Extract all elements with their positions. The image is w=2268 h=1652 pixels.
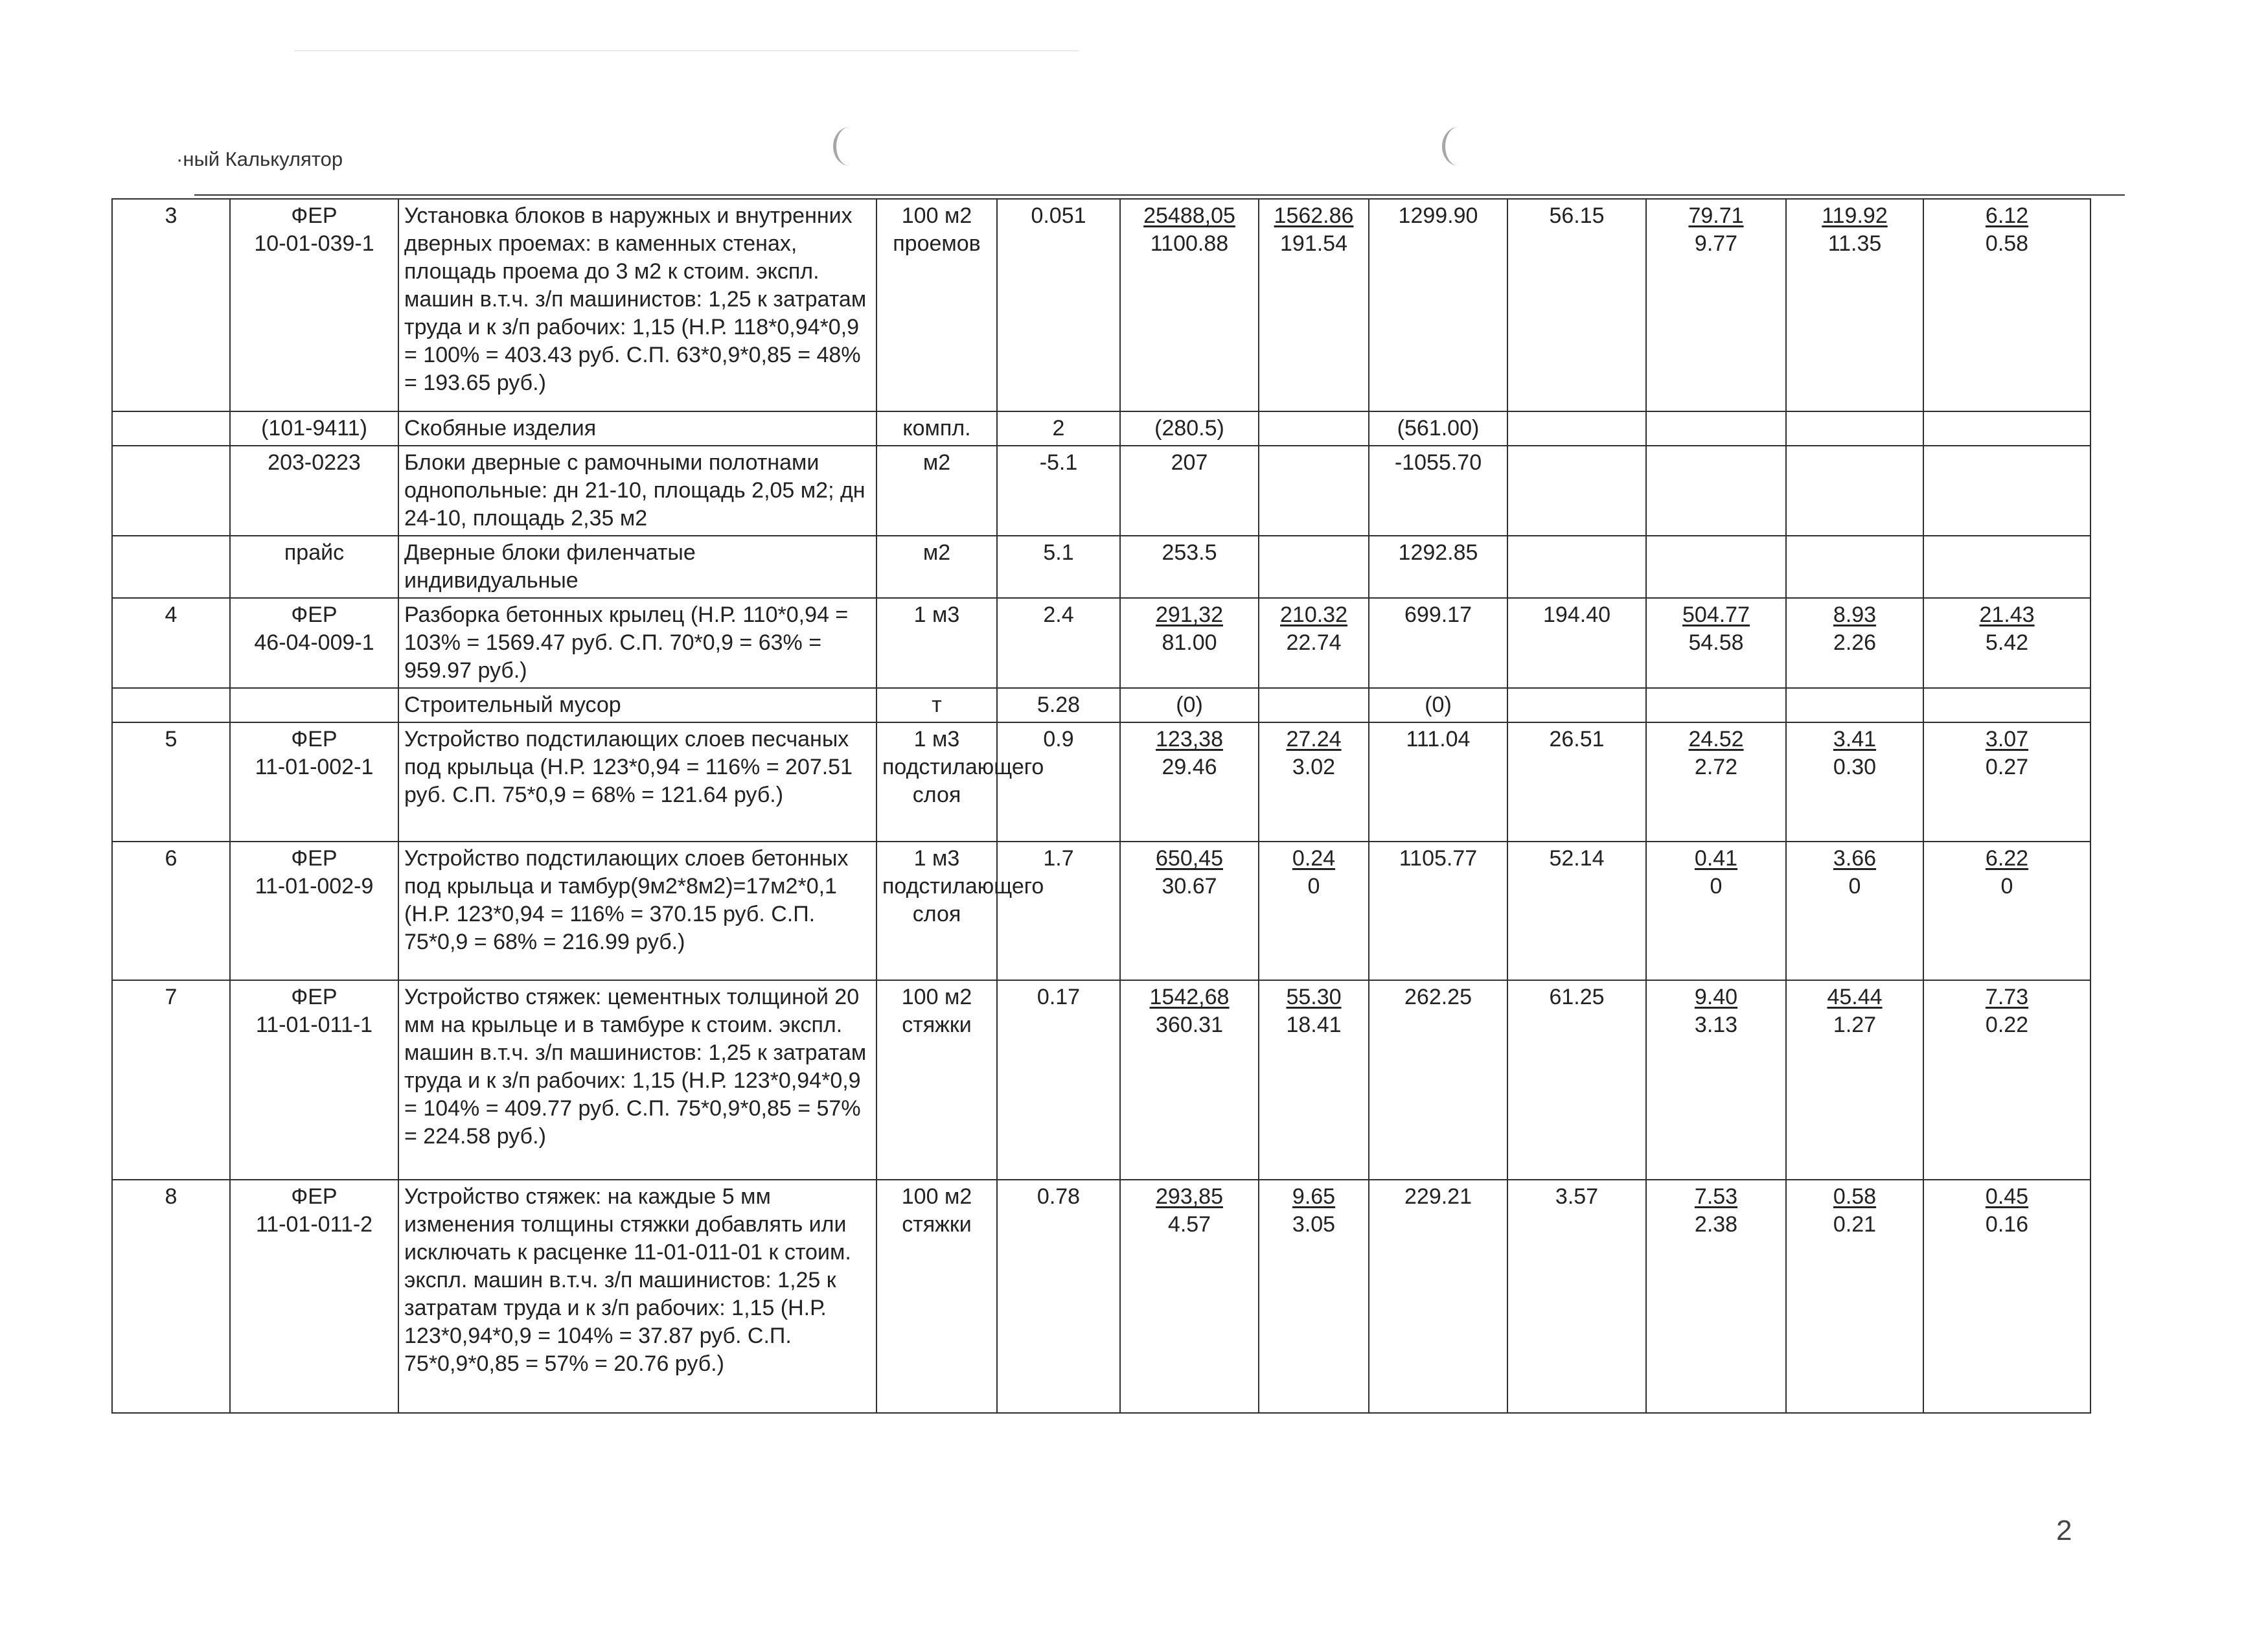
- amount-value-top: 504.77: [1682, 602, 1750, 627]
- rate-code-cell: [230, 980, 398, 1180]
- row-number-cell: 8: [112, 1180, 230, 1413]
- amount-value: 194.40: [1543, 602, 1610, 627]
- amount-value-top: 291,32: [1156, 602, 1223, 627]
- amount-value-bottom: 0: [1710, 874, 1723, 899]
- amount-value-top: 24.52: [1688, 727, 1744, 751]
- rate-code-line: 203-0223: [268, 450, 361, 475]
- work-description-cell: Установка блоков в наружных и внутренних дверных проемах: в каменных стенах, площадь проема до 3 м2 к стоим. экспл. машин в.т.ч. з/п машинистов: 1,25 к затратам труда и к з/п рабочих: 1,15 (Н.Р. 118*0,94*0,9 = 100% = 403.43 руб. С.П. 63*0,9*0,85 = 48% = 193.65 руб.): [398, 199, 876, 411]
- amount-value-bottom: 0.16: [1985, 1212, 2029, 1237]
- amount-cell-5: [1646, 536, 1786, 598]
- rate-code-cell: [230, 688, 398, 722]
- quantity-cell: -5.1: [997, 446, 1120, 536]
- amount-cell-4: [1507, 411, 1646, 446]
- amount-cell-1: [1120, 598, 1259, 688]
- amount-cell-1: [1120, 199, 1259, 411]
- amount-cell-3: [1369, 722, 1507, 842]
- rate-code-cell: [230, 842, 398, 980]
- amount-cell-7: [1923, 598, 2090, 688]
- row-number-cell: 5: [112, 722, 230, 842]
- row-number-cell: [112, 688, 230, 722]
- amount-value-top: 7.73: [1985, 985, 2029, 1009]
- amount-value-top: 7.53: [1694, 1184, 1738, 1209]
- amount-cell-7: [1923, 688, 2090, 722]
- amount-cell-7: [1923, 980, 2090, 1180]
- amount-cell-5: [1646, 446, 1786, 536]
- rate-code-cell: [230, 598, 398, 688]
- amount-value: 56.15: [1549, 203, 1605, 228]
- amount-value-bottom: 30.67: [1162, 874, 1217, 899]
- amount-cell-1: [1120, 842, 1259, 980]
- rate-code-line: прайс: [284, 540, 345, 565]
- rate-code-line: ФЕР: [291, 203, 338, 228]
- amount-cell-2: [1259, 842, 1369, 980]
- amount-value-bottom: 360.31: [1156, 1013, 1223, 1037]
- amount-value: 26.51: [1549, 727, 1605, 751]
- quantity-cell: 0.17: [997, 980, 1120, 1180]
- amount-cell-2: [1259, 598, 1369, 688]
- unit-cell: 1 м3: [876, 598, 997, 688]
- rate-code-line: 11-01-002-1: [255, 755, 374, 779]
- amount-value-top: 25488,05: [1143, 203, 1235, 228]
- amount-value-top: 6.12: [1985, 203, 2029, 228]
- work-description-cell: Устройство подстилающих слоев песчаных под крыльца (Н.Р. 123*0,94 = 116% = 207.51 руб. С.П. 75*0,9 = 68% = 121.64 руб.): [398, 722, 876, 842]
- work-description-cell: Скобяные изделия: [398, 411, 876, 446]
- table-row: [112, 842, 2090, 980]
- amount-value: 52.14: [1549, 846, 1605, 871]
- amount-value-bottom: 2.72: [1694, 755, 1738, 779]
- amount-value-top: 9.40: [1694, 985, 1738, 1009]
- rate-code-line: 46-04-009-1: [254, 630, 374, 655]
- row-number-cell: [112, 411, 230, 446]
- amount-value-bottom: 3.05: [1292, 1212, 1336, 1237]
- amount-cell-3: [1369, 842, 1507, 980]
- amount-value-top: 3.66: [1833, 846, 1877, 871]
- amount-cell-2: [1259, 411, 1369, 446]
- estimate-table-body: [112, 199, 2090, 1413]
- row-number-cell: 4: [112, 598, 230, 688]
- amount-value: (0): [1425, 693, 1452, 717]
- amount-cell-4: [1507, 722, 1646, 842]
- amount-value-top: 293,85: [1156, 1184, 1223, 1209]
- amount-value: 253.5: [1162, 540, 1217, 565]
- table-row: [112, 446, 2090, 536]
- amount-cell-6: [1786, 536, 1923, 598]
- amount-cell-7: [1923, 411, 2090, 446]
- amount-value-top: 1542,68: [1149, 985, 1230, 1009]
- amount-value: 207: [1171, 450, 1208, 475]
- rate-code-line: (101-9411): [261, 416, 367, 441]
- row-number-cell: 6: [112, 842, 230, 980]
- amount-value-bottom: 0.27: [1985, 755, 2029, 779]
- quantity-cell: 5.1: [997, 536, 1120, 598]
- rate-code-line: ФЕР: [291, 602, 338, 627]
- table-row: [112, 598, 2090, 688]
- amount-value-bottom: 191.54: [1280, 231, 1347, 256]
- amount-value: (561.00): [1397, 416, 1480, 441]
- amount-cell-6: [1786, 722, 1923, 842]
- amount-cell-3: [1369, 536, 1507, 598]
- quantity-cell: 1.7: [997, 842, 1120, 980]
- amount-value-bottom: 11.35: [1827, 231, 1882, 256]
- amount-cell-5: [1646, 722, 1786, 842]
- amount-cell-5: [1646, 842, 1786, 980]
- unit-cell: 100 м2 стяжки: [876, 980, 997, 1180]
- amount-cell-3: [1369, 1180, 1507, 1413]
- rate-code-line: 11-01-011-2: [255, 1212, 373, 1237]
- amount-cell-2: [1259, 536, 1369, 598]
- rate-code-line: 10-01-039-1: [254, 231, 374, 256]
- amount-cell-1: [1120, 446, 1259, 536]
- amount-value: 61.25: [1549, 985, 1605, 1009]
- amount-value-bottom: 0: [1848, 874, 1861, 899]
- amount-value-bottom: 81.00: [1162, 630, 1217, 655]
- amount-value-bottom: 22.74: [1286, 630, 1342, 655]
- amount-cell-3: [1369, 411, 1507, 446]
- amount-value-top: 6.22: [1985, 846, 2029, 871]
- amount-value-bottom: 3.13: [1694, 1013, 1738, 1037]
- punch-hole-mark-left: [833, 127, 866, 166]
- rate-code-cell: [230, 536, 398, 598]
- amount-cell-2: [1259, 722, 1369, 842]
- amount-cell-1: [1120, 536, 1259, 598]
- amount-cell-4: [1507, 446, 1646, 536]
- amount-cell-7: [1923, 446, 2090, 536]
- amount-value-top: 210.32: [1280, 602, 1347, 627]
- unit-cell: м2: [876, 446, 997, 536]
- amount-value-bottom: 1.27: [1833, 1013, 1877, 1037]
- row-number-cell: [112, 446, 230, 536]
- amount-cell-4: [1507, 1180, 1646, 1413]
- amount-value-bottom: 4.57: [1167, 1212, 1211, 1237]
- amount-value-top: 21.43: [1979, 602, 2035, 627]
- quantity-cell: 2.4: [997, 598, 1120, 688]
- amount-value: 262.25: [1404, 985, 1472, 1009]
- amount-cell-5: [1646, 199, 1786, 411]
- amount-value-top: 123,38: [1156, 727, 1223, 751]
- amount-value-bottom: 18.41: [1286, 1013, 1342, 1037]
- quantity-cell: 0.051: [997, 199, 1120, 411]
- amount-value-top: 9.65: [1292, 1184, 1336, 1209]
- amount-value-bottom: 5.42: [1985, 630, 2029, 655]
- amount-cell-7: [1923, 536, 2090, 598]
- amount-cell-4: [1507, 536, 1646, 598]
- amount-cell-3: [1369, 688, 1507, 722]
- amount-cell-4: [1507, 598, 1646, 688]
- rate-code-line: ФЕР: [291, 727, 338, 751]
- amount-cell-7: [1923, 1180, 2090, 1413]
- amount-cell-5: [1646, 411, 1786, 446]
- document-header-label: ·ный Калькулятор: [176, 148, 343, 170]
- rate-code-line: 11-01-011-1: [255, 1013, 373, 1037]
- amount-value-top: 27.24: [1286, 727, 1342, 751]
- amount-value-bottom: 2.26: [1833, 630, 1877, 655]
- estimate-table: [111, 198, 2091, 1414]
- rate-code-cell: [230, 199, 398, 411]
- unit-cell: 1 м3 подстилающего слоя: [876, 722, 997, 842]
- table-row: [112, 536, 2090, 598]
- unit-cell: м2: [876, 536, 997, 598]
- amount-value-bottom: 1100.88: [1150, 231, 1229, 256]
- amount-value-bottom: 0.30: [1833, 755, 1877, 779]
- table-row: [112, 1180, 2090, 1413]
- amount-cell-7: [1923, 842, 2090, 980]
- amount-value-top: 0.41: [1694, 846, 1738, 871]
- amount-value-bottom: 0: [1307, 874, 1320, 899]
- quantity-cell: 0.9: [997, 722, 1120, 842]
- amount-value: 1299.90: [1398, 203, 1478, 228]
- amount-value: (0): [1176, 693, 1203, 717]
- amount-value-top: 3.41: [1833, 727, 1877, 751]
- amount-value: 1105.77: [1399, 846, 1478, 871]
- amount-cell-6: [1786, 446, 1923, 536]
- rate-code-line: ФЕР: [291, 846, 338, 871]
- amount-cell-6: [1786, 411, 1923, 446]
- table-row: [112, 411, 2090, 446]
- amount-cell-6: [1786, 980, 1923, 1180]
- table-row: [112, 980, 2090, 1180]
- amount-value-top: 0.45: [1985, 1184, 2029, 1209]
- amount-cell-5: [1646, 688, 1786, 722]
- amount-cell-7: [1923, 722, 2090, 842]
- rate-code-cell: [230, 722, 398, 842]
- unit-cell: 100 м2 проемов: [876, 199, 997, 411]
- amount-value: 699.17: [1404, 602, 1472, 627]
- amount-cell-6: [1786, 842, 1923, 980]
- amount-value-bottom: 29.46: [1162, 755, 1217, 779]
- page-number: 2: [2056, 1515, 2072, 1546]
- amount-value: (280.5): [1154, 416, 1224, 441]
- unit-cell: 1 м3 подстилающего слоя: [876, 842, 997, 980]
- amount-cell-6: [1786, 199, 1923, 411]
- amount-cell-3: [1369, 199, 1507, 411]
- table-row: [112, 722, 2090, 842]
- work-description-cell: Разборка бетонных крылец (Н.Р. 110*0,94 = 103% = 1569.47 руб. С.П. 70*0,9 = 63% = 959.97 руб.): [398, 598, 876, 688]
- amount-value-top: 1562.86: [1274, 203, 1354, 228]
- amount-value-top: 650,45: [1156, 846, 1223, 871]
- amount-cell-2: [1259, 688, 1369, 722]
- quantity-cell: 5.28: [997, 688, 1120, 722]
- amount-value-top: 8.93: [1833, 602, 1877, 627]
- amount-cell-6: [1786, 688, 1923, 722]
- amount-value-bottom: 2.38: [1694, 1212, 1738, 1237]
- amount-cell-2: [1259, 980, 1369, 1180]
- amount-value: 229.21: [1404, 1184, 1472, 1209]
- amount-value-top: 45.44: [1827, 985, 1883, 1009]
- amount-cell-6: [1786, 598, 1923, 688]
- amount-value-bottom: 0.21: [1833, 1212, 1877, 1237]
- amount-value-bottom: 9.77: [1694, 231, 1738, 256]
- amount-cell-1: [1120, 1180, 1259, 1413]
- table-top-rule: [194, 194, 2125, 196]
- work-description-cell: Устройство стяжек: на каждые 5 мм изменения толщины стяжки добавлять или исключать к расценке 11-01-011-01 к стоим. экспл. машин в.т.ч. з/п машинистов: 1,25 к затратам труда и к з/п рабочих: 1,15 (Н.Р. 123*0,94*0,9 = 104% = 37.87 руб. С.П. 75*0,9*0,85 = 57% = 20.76 руб.): [398, 1180, 876, 1413]
- rate-code-line: ФЕР: [291, 1184, 338, 1209]
- amount-cell-5: [1646, 980, 1786, 1180]
- amount-cell-1: [1120, 411, 1259, 446]
- amount-cell-4: [1507, 199, 1646, 411]
- amount-value-bottom: 0: [2000, 874, 2013, 899]
- amount-cell-1: [1120, 980, 1259, 1180]
- amount-value-bottom: 3.02: [1292, 755, 1336, 779]
- amount-value: 1292.85: [1398, 540, 1478, 565]
- amount-value-top: 119.92: [1822, 203, 1888, 228]
- rate-code-cell: [230, 1180, 398, 1413]
- amount-value: 111.04: [1406, 727, 1471, 751]
- amount-cell-2: [1259, 446, 1369, 536]
- amount-value-top: 0.58: [1833, 1184, 1877, 1209]
- amount-cell-2: [1259, 1180, 1369, 1413]
- amount-value-top: 3.07: [1985, 727, 2029, 751]
- amount-cell-5: [1646, 1180, 1786, 1413]
- work-description-cell: Строительный мусор: [398, 688, 876, 722]
- amount-value-bottom: 54.58: [1688, 630, 1744, 655]
- quantity-cell: 0.78: [997, 1180, 1120, 1413]
- unit-cell: компл.: [876, 411, 997, 446]
- table-row: [112, 199, 2090, 411]
- rate-code-cell: [230, 411, 398, 446]
- amount-cell-4: [1507, 688, 1646, 722]
- amount-cell-1: [1120, 688, 1259, 722]
- amount-cell-4: [1507, 842, 1646, 980]
- amount-cell-2: [1259, 199, 1369, 411]
- work-description-cell: Блоки дверные с рамочными полотнами однопольные: дн 21-10, площадь 2,05 м2; дн 24-10, площадь 2,35 м2: [398, 446, 876, 536]
- rate-code-cell: [230, 446, 398, 536]
- amount-value-top: 79.71: [1688, 203, 1744, 228]
- amount-value-top: 0.24: [1292, 846, 1336, 871]
- amount-cell-7: [1923, 199, 2090, 411]
- work-description-cell: Устройство стяжек: цементных толщиной 20 мм на крыльце и в тамбуре к стоим. экспл. машин в.т.ч. з/п машинистов: 1,25 к затратам труда и к з/п рабочих: 1,15 (Н.Р. 123*0,94*0,9 = 104% = 409.77 руб. С.П. 75*0,9*0,85 = 57% = 224.58 руб.): [398, 980, 876, 1180]
- unit-cell: т: [876, 688, 997, 722]
- amount-cell-3: [1369, 980, 1507, 1180]
- amount-cell-4: [1507, 980, 1646, 1180]
- amount-value: -1055.70: [1394, 450, 1482, 475]
- row-number-cell: 3: [112, 199, 230, 411]
- rate-code-line: ФЕР: [291, 985, 338, 1009]
- work-description-cell: Дверные блоки филенчатые индивидуальные: [398, 536, 876, 598]
- amount-value: 3.57: [1555, 1184, 1599, 1209]
- unit-cell: 100 м2 стяжки: [876, 1180, 997, 1413]
- amount-cell-6: [1786, 1180, 1923, 1413]
- quantity-cell: 2: [997, 411, 1120, 446]
- amount-value-bottom: 0.58: [1985, 231, 2029, 256]
- table-row: [112, 688, 2090, 722]
- amount-value-top: 55.30: [1286, 985, 1342, 1009]
- amount-value-bottom: 0.22: [1985, 1013, 2029, 1037]
- amount-cell-3: [1369, 598, 1507, 688]
- punch-hole-mark-right: [1442, 127, 1475, 166]
- row-number-cell: [112, 536, 230, 598]
- rate-code-line: 11-01-002-9: [255, 874, 374, 899]
- amount-cell-5: [1646, 598, 1786, 688]
- row-number-cell: 7: [112, 980, 230, 1180]
- amount-cell-3: [1369, 446, 1507, 536]
- amount-cell-1: [1120, 722, 1259, 842]
- work-description-cell: Устройство подстилающих слоев бетонных под крыльца и тамбур(9м2*8м2)=17м2*0,1 (Н.Р. 123*0,94 = 116% = 370.15 руб. С.П. 75*0,9 = 68% = 216.99 руб.): [398, 842, 876, 980]
